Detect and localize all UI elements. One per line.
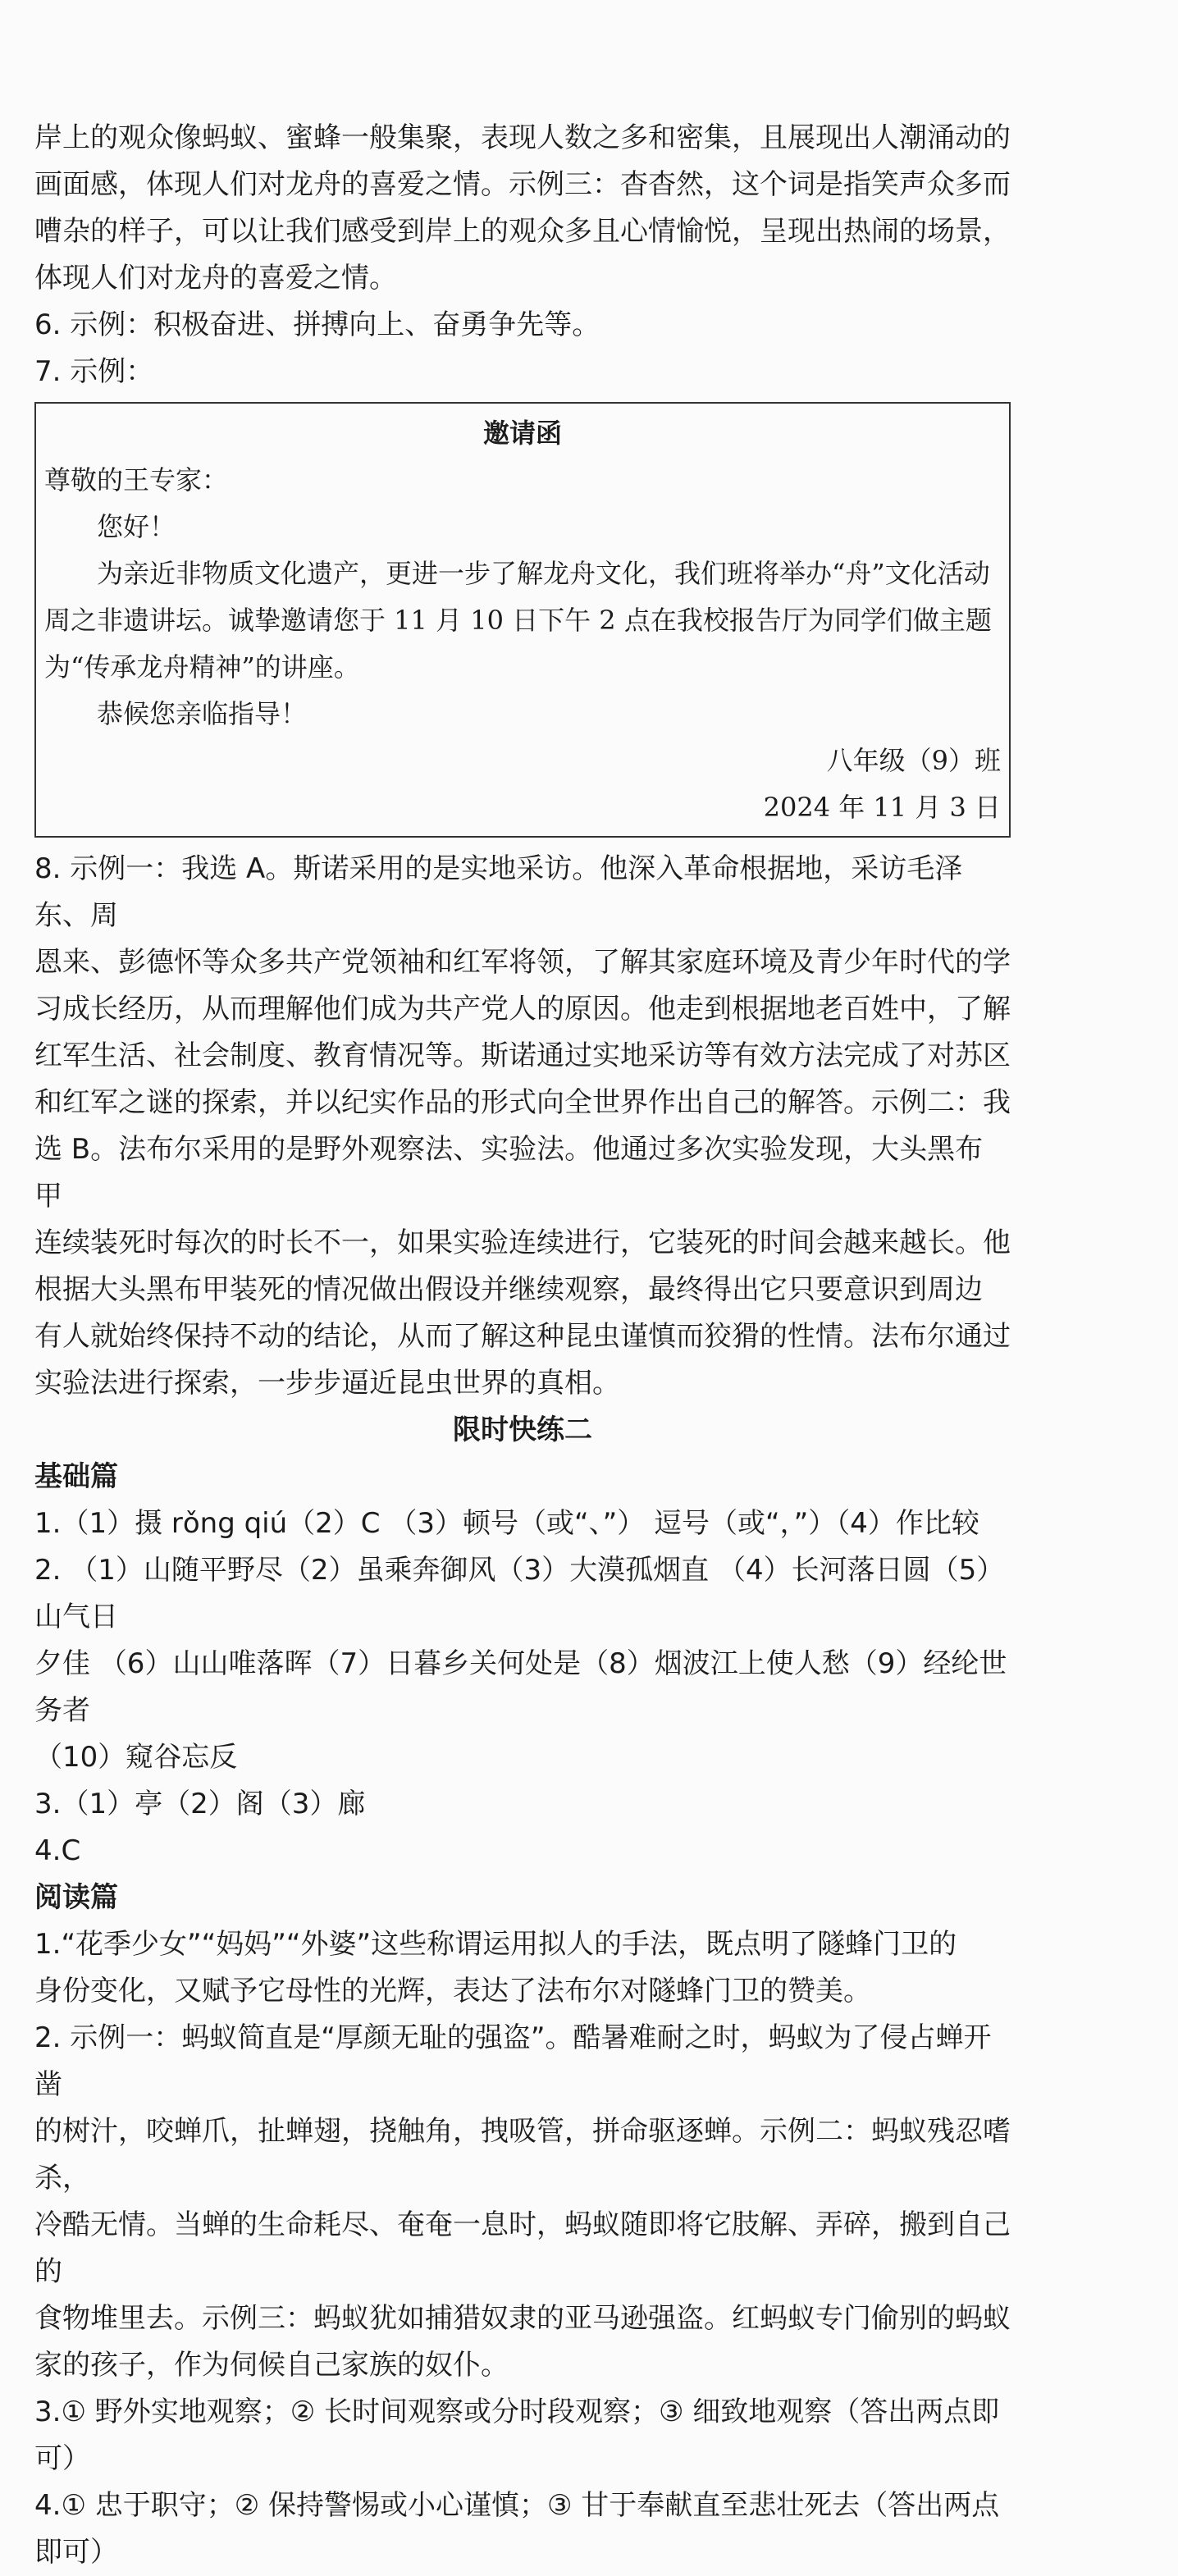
answer-8-line: 红军生活、社会制度、教育情况等。斯诺通过实地采访等有效方法完成了对苏区: [34, 1039, 1011, 1072]
answer-document: [34, 115, 1011, 2576]
answer-8-line: 选 B。法布尔采用的是野外观察法、实验法。他通过多次实验发现，大头黑布甲: [34, 1133, 984, 1213]
answer-8-line: 有人就始终保持不动的结论，从而了解这种昆虫谨慎而狡猾的性情。法布尔通过: [34, 1320, 1011, 1353]
letter-signature: 八年级（9）班: [826, 745, 1001, 776]
reading-line: 家的孩子，作为伺候自己家族的奴仆。: [34, 2349, 509, 2382]
reading-line: 食物堆里去。示例三：蚂蚁犹如捕猎奴隶的亚马逊强盗。红蚂蚁专门偷别的蚂蚁: [34, 2302, 1011, 2335]
answer-8-line: 实验法进行探索，一步步逼近昆虫世界的真相。: [34, 1367, 620, 1400]
intro-line: 岸上的观众像蚂蚁、蜜蜂一般集聚，表现人数之多和密集，且展现出人潮涌动的: [34, 121, 1011, 154]
basic-line: 夕佳 （6）山山唯落晖（7）日暮乡关何处是（8）烟波江上使人愁（9）经纶世务者: [34, 1647, 1007, 1727]
reading-line: 的树汁，咬蝉爪，扯蝉翅，挠触角，拽吸管，拼命驱逐蝉。示例二：蚂蚁残忍嗜杀，: [34, 2115, 1011, 2195]
answer-6: 6. 示例：积极奋进、拼搏向上、奋勇争先等。: [34, 308, 600, 341]
intro-line: 体现人们对龙舟的喜爱之情。: [34, 262, 397, 295]
answer-8-line: 8. 示例一：我选 A。斯诺采用的是实地采访。他深入革命根据地，采访毛泽东、周: [34, 852, 963, 932]
reading-line: 2. 示例一：蚂蚁简直是“厚颜无耻的强盗”。酷暑难耐之时，蚂蚁为了侵占蝉开凿: [34, 2021, 992, 2101]
intro-line: 画面感，体现人们对龙舟的喜爱之情。示例三：杳杳然，这个词是指笑声众多而: [34, 168, 1011, 201]
answer-8-line: 恩来、彭德怀等众多共产党领袖和红军将领，了解其家庭环境及青少年时代的学: [34, 946, 1011, 979]
basic-line: 2. （1）山随平野尽（2）虽乘奔御风（3）大漠孤烟直 （4）长河落日圆（5）山气日: [34, 1554, 1005, 1633]
letter-body-line: 周之非遗讲坛。诚挚邀请您于 11 月 10 日下午 2 点在我校报告厅为同学们做主题: [44, 605, 992, 636]
reading-heading: 阅读篇: [34, 1881, 118, 1914]
basic-line: 1.（1）摄 rǒng qiú（2）C （3）顿号（或“、”） 逗号（或“，”）（4）作比较: [34, 1507, 979, 1540]
letter-body-line: 为亲近非物质文化遗产，更进一步了解龙舟文化，我们班将举办“舟”文化活动: [97, 558, 990, 589]
answer-8-line: 连续装死时每次的时长不一，如果实验连续进行，它装死的时间会越来越长。他: [34, 1226, 1011, 1259]
letter-salutation: 尊敬的王专家：: [44, 464, 229, 496]
intro-line: 嘈杂的样子，可以让我们感受到岸上的观众多且心情愉悦，呈现出热闹的场景，: [34, 215, 1011, 248]
answer-8-line: 和红军之谜的探索，并以纪实作品的形式向全世界作出自己的解答。示例二：我: [34, 1086, 1011, 1119]
answer-8-line: 根据大头黑布甲装死的情况做出假设并继续观察，最终得出它只要意识到周边: [34, 1273, 983, 1306]
reading-line: 4.① 忠于职守；② 保持警惕或小心谨慎；③ 甘于奉献直至悲壮死去（答出两点: [34, 2489, 1000, 2522]
letter-greeting: 您好！: [97, 511, 176, 542]
reading-line: 冷酷无情。当蝉的生命耗尽、奄奄一息时，蚂蚁随即将它肢解、弄碎，搬到自己的: [34, 2208, 1011, 2288]
section-title: 限时快练二: [453, 1414, 592, 1446]
letter-closing: 恭候您亲临指导！: [97, 698, 308, 729]
reading-line: 可）: [34, 2442, 90, 2475]
reading-line: 即可）: [34, 2536, 118, 2569]
basic-line: 4.C: [34, 1834, 81, 1867]
reading-line: 3.① 野外实地观察；② 长时间观察或分时段观察；③ 细致地观察（答出两点即: [34, 2396, 1000, 2428]
reading-line: 1.“花季少女”“妈妈”“外婆”这些称谓运用拟人的手法，既点明了隧蜂门卫的: [34, 1928, 957, 1961]
letter-date: 2024 年 11 月 3 日: [763, 792, 1001, 823]
letter-title: 邀请函: [482, 418, 562, 449]
basic-line: （10）窥谷忘反: [34, 1741, 238, 1774]
reading-line: 身份变化，又赋予它母性的光辉，表达了法布尔对隧蜂门卫的赞美。: [34, 1975, 871, 2007]
invitation-letter-box: [34, 402, 1011, 838]
basic-heading: 基础篇: [34, 1460, 118, 1493]
answer-8-line: 习成长经历，从而理解他们成为共产党人的原因。他走到根据地老百姓中，了解: [34, 993, 1011, 1025]
answer-7-label: 7. 示例：: [34, 355, 154, 388]
letter-body-line: 为“传承龙舟精神”的讲座。: [44, 651, 360, 683]
basic-line: 3.（1）亭（2）阁（3）廊: [34, 1788, 366, 1820]
